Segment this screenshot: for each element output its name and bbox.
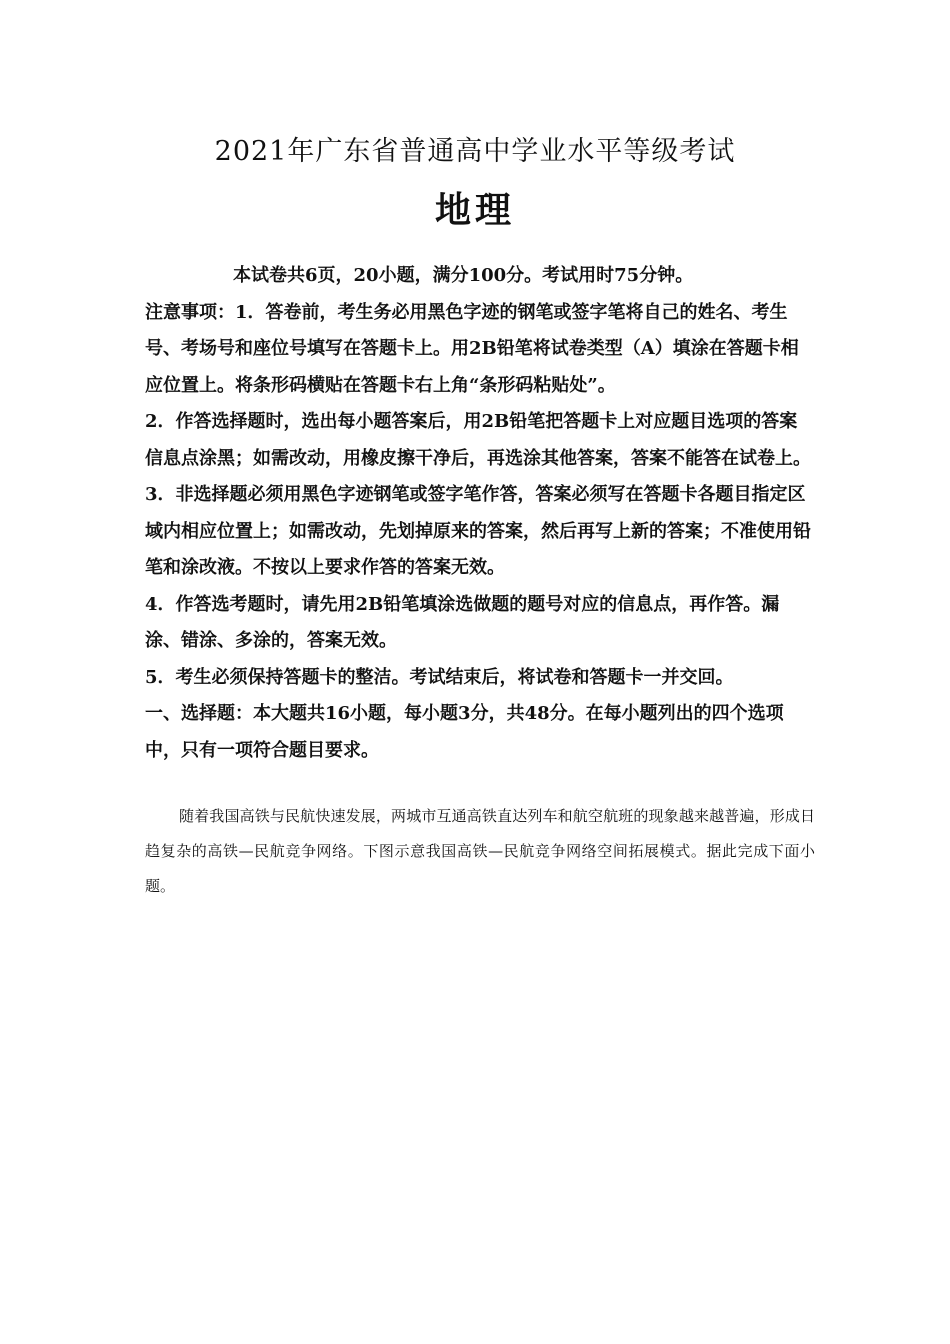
instruction-item-4: 4．作答选考题时，请先用2B铅笔填涂选做题的题号对应的信息点，再作答。漏涂、错涂、多涂的，答案无效。 xyxy=(145,593,780,651)
instruction-item-5: 5．考生必须保持答题卡的整洁。考试结束后，将试卷和答题卡一并交回。 xyxy=(145,666,734,688)
reading-passage: 随着我国高铁与民航快速发展，两城市互通高铁直达列车和航空航班的现象越来越普遍，形成日趋复杂的高铁—民航竞争网络。下图示意我国高铁—民航竞争网络空间拓展模式。据此完成下面小题。 xyxy=(145,807,815,895)
instruction-item-3: 3．非选择题必须用黑色字迹钢笔或签字笔作答，答案必须写在答题卡各题目指定区域内相应位置上；如需改动，先划掉原来的答案，然后再写上新的答案；不准使用铅笔和涂改液。不按以上要求作答的答案无效。 xyxy=(145,484,811,578)
instructions-block xyxy=(145,258,815,769)
subject-title: 地理 xyxy=(434,190,515,231)
instruction-item-2: 2．作答选择题时，选出每小题答案后，用2B铅笔把答题卡上对应题目选项的答案信息点涂黑；如需改动，用橡皮擦干净后，再选涂其他答案，答案不能答在试卷上。 xyxy=(145,411,811,469)
exam-intro: 本试卷共6页，20小题，满分100分。考试用时75分钟。 xyxy=(233,265,694,286)
instruction-item-1: 注意事项：1．答卷前，考生务必用黑色字迹的钢笔或签字笔将自己的姓名、考生号、考场号和座位号填写在答题卡上。用2B铅笔将试卷类型（A）填涂在答题卡相应位置上。将条形码横贴在答题卡右上角“条形码粘贴处”。 xyxy=(145,301,799,396)
section-heading: 一、选择题：本大题共16小题，每小题3分，共48分。在每小题列出的四个选项中，只有一项符合题目要求。 xyxy=(145,703,784,761)
exam-title: 2021年广东省普通高中学业水平等级考试 xyxy=(214,136,736,167)
